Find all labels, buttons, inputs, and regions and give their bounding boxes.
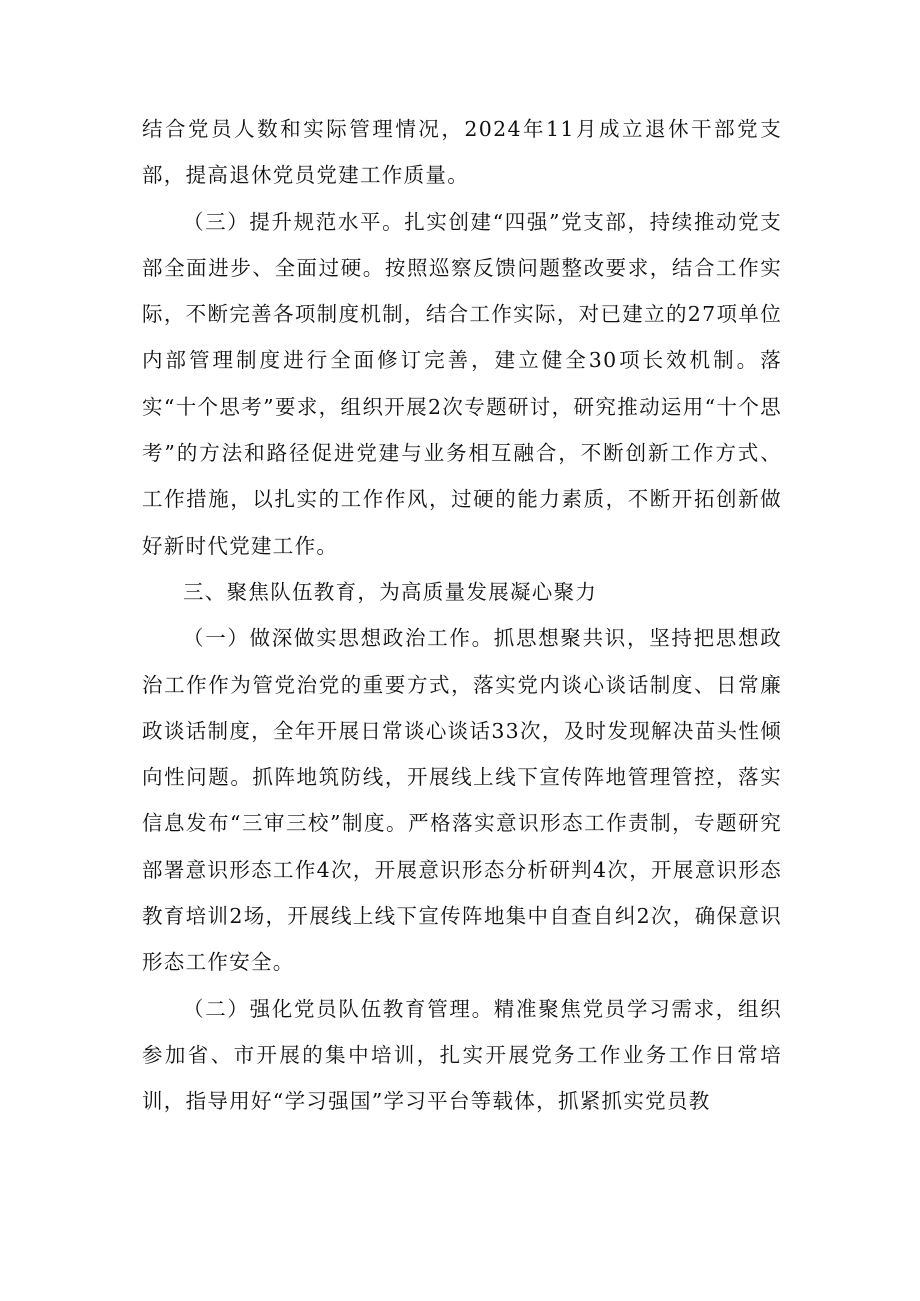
- paragraph-member-education: （二）强化党员队伍教育管理。精准聚焦党员学习需求，组织参加省、市开展的集中培训，扎实开展党务工作业务工作日常培训，指导用好“学习强国”学习平台等载体，抓紧抓实党员教: [142, 996, 782, 1114]
- document-body: [142, 106, 782, 1125]
- paragraph-ideological-work: （一）做深做实思想政治工作。抓思想聚共识，坚持把思想政治工作作为管党治党的重要方式，落实党内谈心谈话制度、日常廉政谈话制度，全年开展日常谈心谈话33次，及时发现解决苗头性倾向性问题。抓阵地筑防线，开展线上线下宣传阵地管理管控，落实信息发布“三审三校”制度。严格落实意识形态工作责制，专题研究部署意识形态工作4次，开展意识形态分析研判4次，开展意识形态教育培训2场，开展线上线下宣传阵地集中自查自纠2次，确保意识形态工作安全。: [142, 626, 782, 975]
- paragraph-retired-branch: 结合党员人数和实际管理情况，2024年11月成立退休干部党支部，提高退休党员党建工作质量。: [142, 117, 782, 188]
- section-heading: 三、聚焦队伍教育，为高质量发展凝心聚力: [183, 579, 598, 604]
- paragraph-standardization: （三）提升规范水平。扎实创建“四强”党支部，持续推动党支部全面进步、全面过硬。按照巡察反馈问题整改要求，结合工作实际，不断完善各项制度机制，结合工作实际，对已建立的27项单位内部管理制度进行全面修订完善，建立健全30项长效机制。落实“十个思考”要求，组织开展2次专题研讨，研究推动运用“十个思考”的方法和路径促进党建与业务相互融合，不断创新工作方式、工作措施，以扎实的工作作风，过硬的能力素质，不断开拓创新做好新时代党建工作。: [142, 209, 782, 558]
